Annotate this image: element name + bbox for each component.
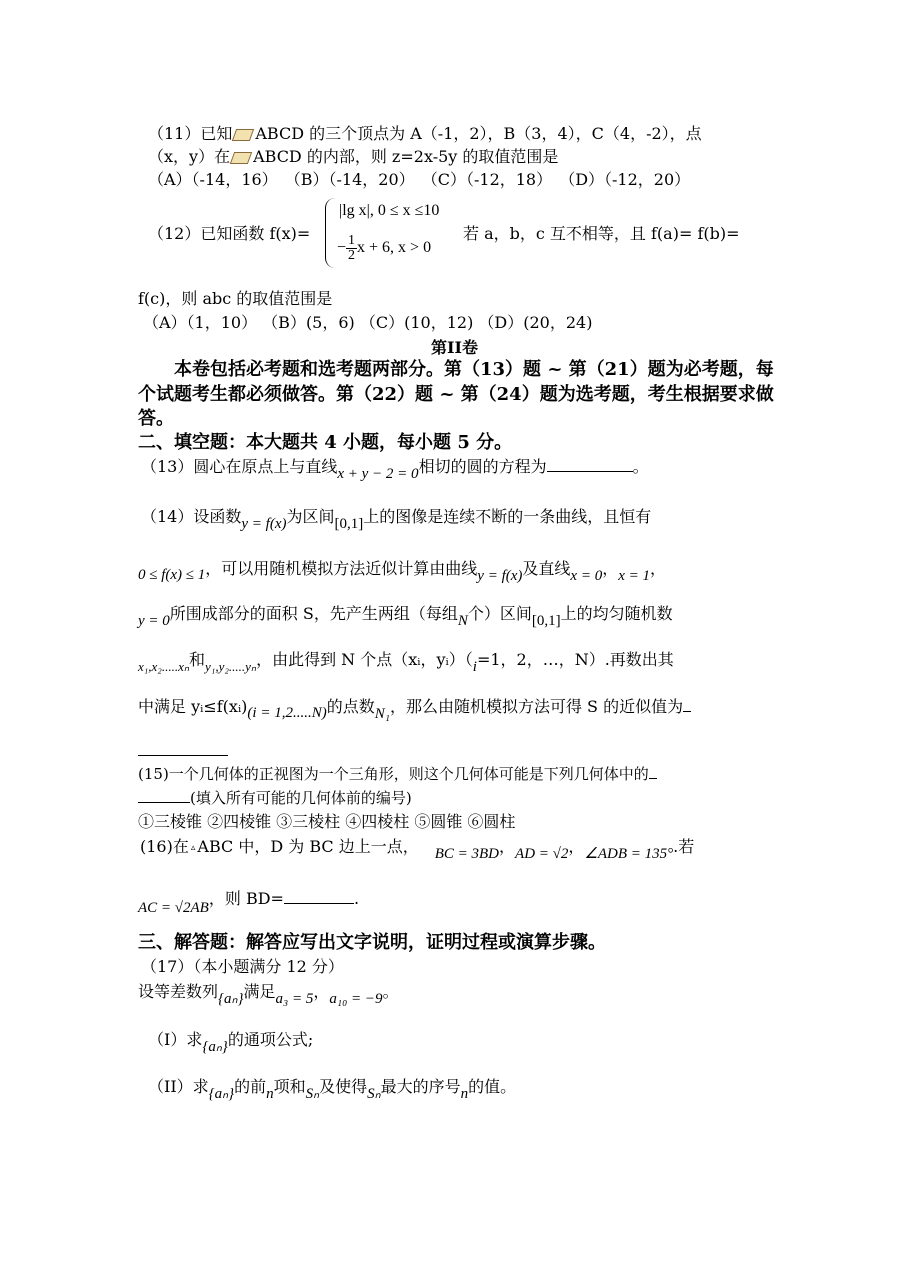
- q17-part2: （II）求{aₙ}的前n项和Sₙ及使得Sₙ最大的序号n的值。: [148, 1077, 517, 1102]
- q14-line3: y = 0所围成部分的面积 S，先产生两组（每组N个）区间[0,1]上的均匀随机数: [138, 604, 673, 629]
- q11-text: ABCD 的三个顶点为 A（-1，2），B（3，4），C（4，-2），点: [255, 124, 702, 143]
- answer-blank: [138, 788, 190, 803]
- q14-blank-continued: [138, 741, 228, 761]
- q12-prefix: （12）已知函数 f(x)=: [148, 224, 311, 243]
- q14-line1: （14）设函数y = f(x)为区间[0,1]上的图像是连续不断的一条曲线，且恒有: [141, 507, 652, 532]
- q13: （13）圆心在原点上与直线x + y − 2 = 0相切的圆的方程为 。: [141, 457, 649, 482]
- case-2: − $\frac{1}{2}$ x + 6, x > 0: [337, 233, 432, 263]
- q11-line1: [148, 124, 702, 144]
- q11-text: ABCD 的内部，则 z=2x-5y 的取值范围是: [253, 147, 559, 166]
- parallelogram-icon: [230, 152, 252, 164]
- q14-line2: 0 ≤ f(x) ≤ 1，可以用随机模拟方法近似计算由曲线y = f(x)及直线x = 0，x = 1，: [138, 559, 667, 584]
- q16-line1: (16)在 ▵ ABC 中，D 为 BC 边上一点， BC = 3BD，AD = √2，∠ADB = 135°.若: [140, 837, 695, 862]
- q17-line1: 设等差数列{aₙ}满足a₃ = 5，a₁₀ = −9。: [138, 982, 399, 1007]
- q11-text: （x，y）在: [148, 147, 231, 166]
- answer-blank: [138, 741, 228, 756]
- piecewise-function: [325, 198, 465, 268]
- fraction: $\frac{1}{2}$: [348, 233, 356, 263]
- q14-line5: 中满足 yᵢ≤f(xᵢ)(i = 1,2.....N)的点数N₁，那么由随机模拟方法可得 S 的近似值为: [138, 697, 691, 718]
- answer-blank: [649, 764, 657, 779]
- answer-blank: [547, 457, 633, 472]
- q12-options: （A）（1，10） （B）(5，6) （C）(10，12) （D）(20，24): [143, 313, 593, 332]
- q11-options: （A）（-14，16） （B）（-14，20） （C）（-12，18） （D）（-12，20）: [148, 170, 691, 189]
- q11-text: （11）已知: [148, 124, 233, 143]
- answer-blank: [683, 697, 691, 712]
- q12-line2: f(c)，则 abc 的取值范围是: [138, 289, 333, 308]
- section-3-heading: 三、解答题：解答应写出文字说明，证明过程或演算步骤。: [138, 932, 606, 953]
- section-2-heading: 二、填空题：本大题共 4 小题，每小题 5 分。: [138, 432, 513, 453]
- q17-heading: （17）（本小题满分 12 分）: [141, 957, 344, 976]
- triangle-icon: ▵: [190, 842, 196, 853]
- q11-line2: [148, 147, 558, 167]
- q14-line4: $_{x_1,x_2.....x_n}$和$_{y_1,y_2.....y_n}$，由此得到 N 个点（xᵢ，yᵢ）（i=1，2，…，N）.再数出其: [138, 650, 674, 675]
- q15-line1: (15)一个几何体的正视图为一个三角形，则这个几何体可能是下列几何体中的: [138, 764, 657, 784]
- brace: [325, 198, 336, 268]
- part2-intro-1: 本卷包括必考题和选考题两部分。第（13）题 ~ 第（21）题为必考题，每: [174, 359, 774, 380]
- q17-part1: （I）求{aₙ}的通项公式;: [148, 1030, 314, 1055]
- q15-options: ①三棱锥 ②四棱锥 ③三棱柱 ④四棱柱 ⑤圆锥 ⑥圆柱: [138, 812, 516, 831]
- line-equation: x + y − 2 = 0: [337, 466, 419, 482]
- case-1: |lg x|, 0 ≤ x ≤10: [339, 202, 440, 219]
- part2-intro-2: 个试题考生都必须做答。第（22）题 ~ 第（24）题为选考题，考生根据要求做: [138, 384, 774, 405]
- answer-blank: [284, 889, 354, 904]
- part2-title: 第II卷: [431, 338, 478, 357]
- parallelogram-icon: [232, 129, 254, 141]
- q16-line2: AC = √2AB，则 BD= .: [138, 889, 360, 916]
- q12-suffix: 若 a，b，c 互不相等，且 f(a)= f(b)=: [463, 224, 740, 243]
- part2-intro-3: 答。: [138, 408, 174, 429]
- q15-line2: (填入所有可能的几何体前的编号): [138, 788, 412, 808]
